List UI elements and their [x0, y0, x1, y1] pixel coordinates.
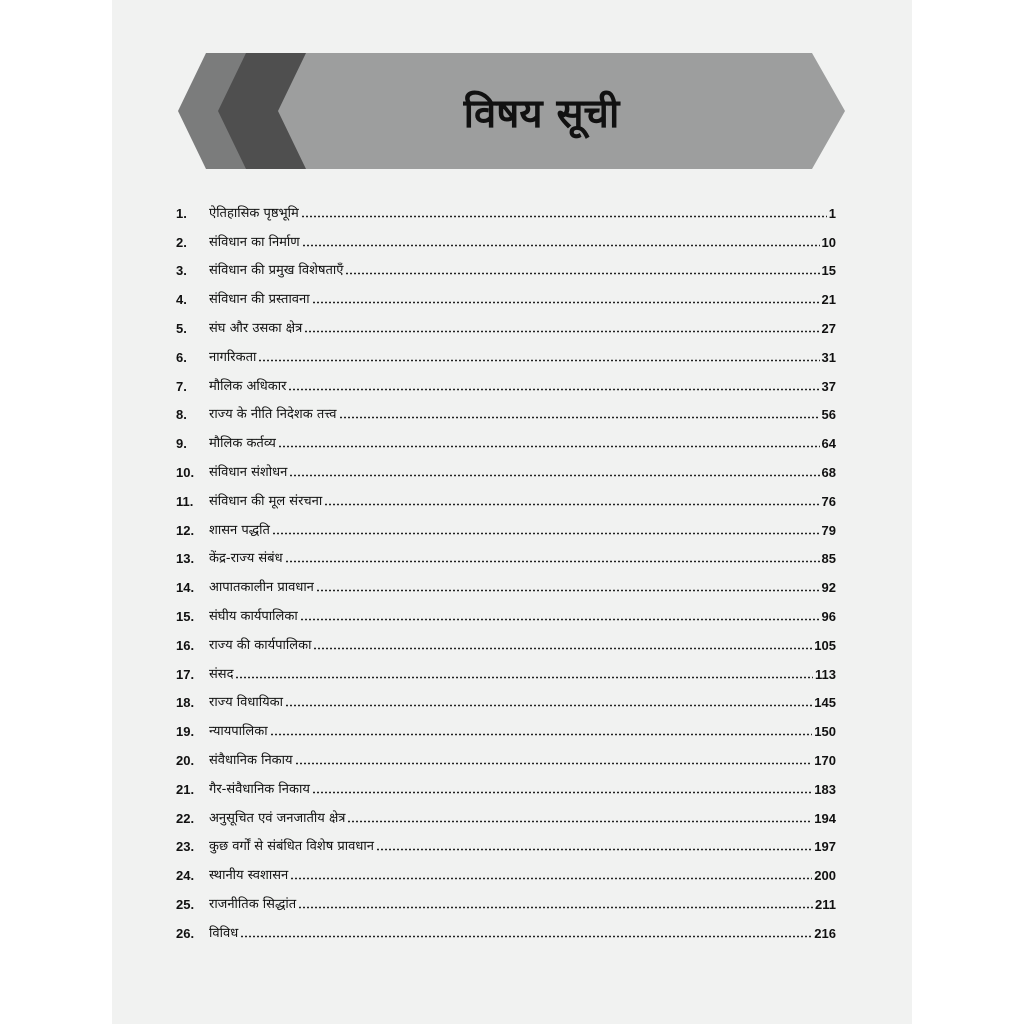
- toc-entry-number: 20.: [176, 752, 195, 768]
- toc-entry-page: 113: [815, 666, 836, 682]
- toc-entry-title: संघीय कार्यपालिका: [209, 608, 298, 624]
- toc-entry[interactable]: [176, 768, 836, 797]
- toc-entry[interactable]: [176, 595, 836, 624]
- toc-dot-leader: [295, 762, 813, 765]
- toc-entry-title: राजनीतिक सिद्धांत: [209, 896, 297, 912]
- toc-entry-page: 183: [814, 781, 836, 797]
- toc-dot-leader: [347, 820, 812, 823]
- toc-entry-number: 16.: [176, 637, 195, 653]
- toc-entry-number: 12.: [176, 522, 195, 538]
- toc-entry-number: 11.: [176, 493, 194, 509]
- toc-entry-title: आपातकालीन प्रावधान: [209, 580, 314, 596]
- toc-entry-number: 15.: [176, 608, 195, 624]
- toc-entry-page: 92: [821, 580, 836, 596]
- toc-entry-page: 79: [821, 522, 836, 538]
- toc-entry-title: स्थानीय स्वशासन: [209, 868, 289, 884]
- toc-entry-title: नागरिकता: [209, 349, 257, 365]
- toc-entry-number: 5.: [176, 320, 187, 336]
- toc-dot-leader: [376, 848, 812, 851]
- toc-entry-number: 21.: [176, 781, 195, 797]
- toc-entry[interactable]: [176, 422, 836, 451]
- toc-entry[interactable]: [176, 797, 836, 826]
- toc-entry-page: 194: [814, 810, 836, 826]
- toc-entry[interactable]: [176, 192, 836, 221]
- toc-dot-leader: [300, 618, 820, 621]
- toc-dot-leader: [304, 330, 819, 333]
- toc-entry-title: संघ और उसका क्षेत्र: [209, 320, 303, 336]
- toc-entry-number: 22.: [176, 810, 195, 826]
- toc-entry-number: 3.: [176, 263, 187, 279]
- toc-dot-leader: [345, 272, 819, 275]
- toc-entry-page: 68: [821, 464, 836, 480]
- toc-entry-number: 2.: [176, 234, 187, 250]
- toc-entry-title: गैर-संवैधानिक निकाय: [209, 781, 310, 797]
- toc-entry-number: 4.: [176, 292, 187, 308]
- toc-entry[interactable]: [176, 682, 836, 711]
- toc-dot-leader: [285, 704, 812, 707]
- toc-entry[interactable]: [176, 826, 836, 855]
- toc-dot-leader: [313, 647, 812, 650]
- toc-entry-title: न्यायपालिका: [209, 724, 268, 740]
- toc-entry-title: ऐतिहासिक पृष्ठभूमि: [209, 205, 299, 221]
- heading-banner: [178, 53, 845, 169]
- toc-entry-page: 31: [821, 349, 836, 365]
- toc-entry-page: 15: [821, 263, 836, 279]
- toc-entry[interactable]: [176, 912, 836, 941]
- toc-dot-leader: [301, 215, 827, 218]
- toc-entry-page: 216: [814, 925, 836, 941]
- toc-dot-leader: [339, 416, 820, 419]
- toc-entry[interactable]: [176, 854, 836, 883]
- toc-entry[interactable]: [176, 653, 836, 682]
- toc-entry-title: संविधान की मूल संरचना: [209, 493, 323, 509]
- toc-entry-title: संवैधानिक निकाय: [209, 752, 293, 768]
- toc-dot-leader: [312, 301, 820, 304]
- toc-dot-leader: [285, 560, 820, 563]
- toc-entry-page: 64: [821, 436, 836, 452]
- toc-entry-page: 96: [821, 608, 836, 624]
- toc-dot-leader: [324, 503, 819, 506]
- toc-dot-leader: [316, 589, 820, 592]
- toc-entry-title: राज्य के नीति निदेशक तत्त्व: [209, 407, 337, 423]
- toc-entry[interactable]: [176, 394, 836, 423]
- toc-entry[interactable]: [176, 624, 836, 653]
- toc-entry-page: 76: [821, 493, 836, 509]
- toc-entry[interactable]: [176, 509, 836, 538]
- toc-entry-number: 6.: [176, 349, 187, 365]
- toc-entry-title: केंद्र-राज्य संबंध: [209, 551, 283, 567]
- toc-entry-title: शासन पद्धति: [209, 522, 270, 538]
- toc-entry-title: संविधान संशोधन: [209, 464, 288, 480]
- toc-entry-page: 37: [821, 378, 836, 394]
- toc-dot-leader: [270, 733, 813, 736]
- toc-entry-title: संसद: [209, 666, 234, 682]
- toc-entry-number: 24.: [176, 868, 195, 884]
- toc-entry-number: 18.: [176, 695, 195, 711]
- toc-entry-title: संविधान की प्रस्तावना: [209, 292, 310, 308]
- toc-entry-number: 7.: [176, 378, 187, 394]
- toc-entry-title: कुछ वर्गों से संबंधित विशेष प्रावधान: [209, 839, 374, 855]
- toc-entry[interactable]: [176, 250, 836, 279]
- table-of-contents: [176, 192, 836, 941]
- toc-entry-page: 56: [821, 407, 836, 423]
- toc-dot-leader: [290, 877, 812, 880]
- toc-entry[interactable]: [176, 883, 836, 912]
- toc-entry[interactable]: [176, 278, 836, 307]
- toc-entry-page: 105: [814, 637, 836, 653]
- toc-entry-number: 8.: [176, 407, 187, 423]
- toc-entry[interactable]: [176, 566, 836, 595]
- toc-entry-page: 145: [814, 695, 836, 711]
- toc-entry[interactable]: [176, 710, 836, 739]
- toc-entry-page: 1: [828, 205, 836, 221]
- toc-dot-leader: [302, 244, 820, 247]
- toc-dot-leader: [298, 906, 813, 909]
- toc-entry-title: राज्य की कार्यपालिका: [209, 637, 312, 653]
- toc-dot-leader: [258, 359, 819, 362]
- toc-entry-page: 27: [821, 320, 836, 336]
- toc-entry-number: 9.: [176, 436, 187, 452]
- toc-entry-page: 150: [814, 724, 836, 740]
- toc-entry[interactable]: [176, 336, 836, 365]
- toc-entry-number: 1.: [176, 205, 187, 221]
- toc-entry-title: अनुसूचित एवं जनजातीय क्षेत्र: [209, 810, 346, 826]
- toc-entry-number: 19.: [176, 724, 195, 740]
- toc-entry[interactable]: [176, 538, 836, 567]
- toc-entry-title: राज्य विधायिका: [209, 695, 284, 711]
- toc-entry[interactable]: [176, 365, 836, 394]
- toc-dot-leader: [240, 935, 812, 938]
- toc-entry-number: 26.: [176, 925, 195, 941]
- toc-entry-page: 211: [815, 896, 836, 912]
- toc-entry-page: 170: [814, 752, 836, 768]
- toc-dot-leader: [288, 388, 819, 391]
- toc-entry-title: मौलिक अधिकार: [209, 378, 287, 394]
- toc-entry-title: विविध: [209, 925, 239, 941]
- toc-entry-number: 14.: [176, 580, 195, 596]
- toc-entry-title: संविधान की प्रमुख विशेषताएँ: [209, 263, 344, 279]
- toc-entry-page: 85: [821, 551, 836, 567]
- toc-dot-leader: [272, 532, 820, 535]
- toc-entry[interactable]: [176, 221, 836, 250]
- toc-entry-page: 10: [821, 234, 836, 250]
- toc-entry[interactable]: [176, 739, 836, 768]
- toc-entry[interactable]: [176, 451, 836, 480]
- toc-entry-number: 25.: [176, 896, 195, 912]
- toc-entry-number: 10.: [176, 464, 195, 480]
- toc-entry[interactable]: [176, 480, 836, 509]
- toc-entry[interactable]: [176, 307, 836, 336]
- toc-entry-page: 200: [814, 868, 836, 884]
- toc-entry-title: मौलिक कर्तव्य: [209, 436, 276, 452]
- toc-dot-leader: [289, 474, 819, 477]
- toc-entry-page: 21: [821, 292, 836, 308]
- toc-entry-title: संविधान का निर्माण: [209, 234, 300, 250]
- toc-entry-number: 13.: [176, 551, 195, 567]
- toc-entry-number: 17.: [176, 666, 195, 682]
- toc-dot-leader: [235, 676, 813, 679]
- toc-entry-page: 197: [814, 839, 836, 855]
- page-title: विषय सूची: [463, 90, 620, 137]
- toc-dot-leader: [278, 445, 820, 448]
- toc-dot-leader: [312, 791, 812, 794]
- toc-entry-number: 23.: [176, 839, 195, 855]
